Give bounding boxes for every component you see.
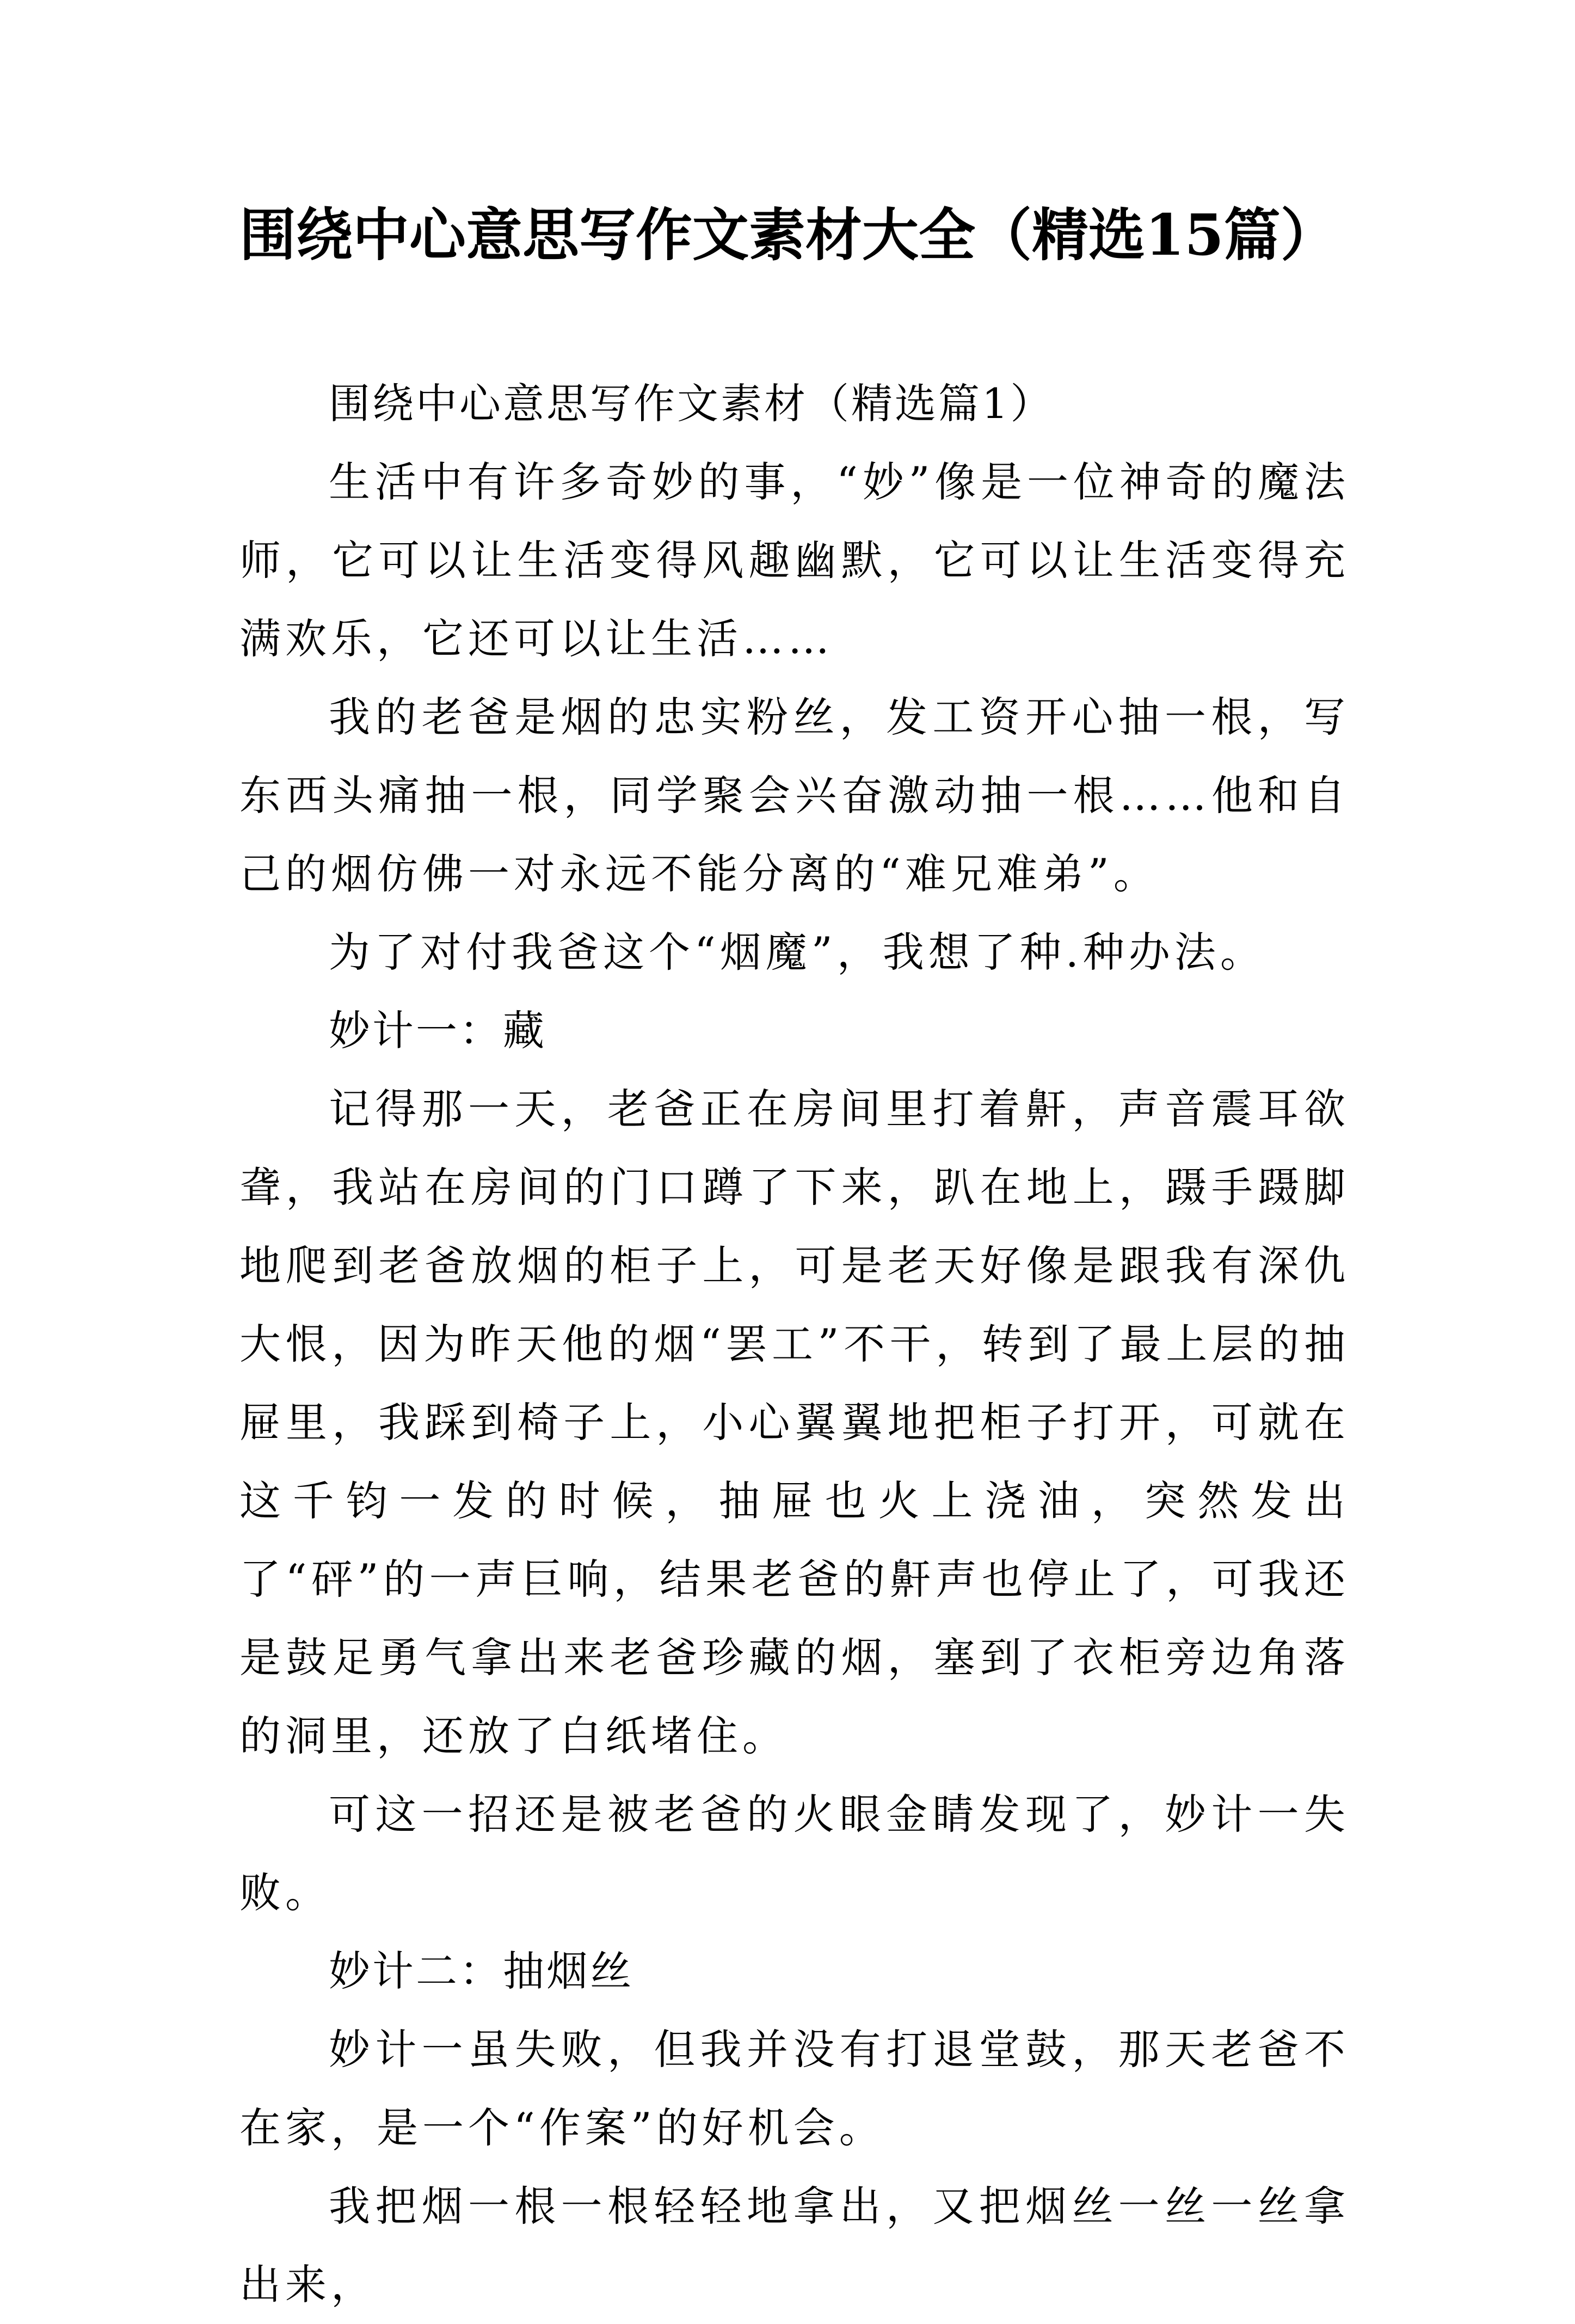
paragraph: 可这一招还是被老爸的火眼金睛发现了，妙计一失败。 xyxy=(239,1790,1350,1917)
subheading: 妙计一：藏 xyxy=(329,1006,546,1055)
subheading: 妙计二：抽烟丝 xyxy=(329,1947,633,1995)
paragraph: 记得那一天，老爸正在房间里打着鼾，声音震耳欲聋，我站在房间的门口蹲了下来，趴在地上，蹑手蹑脚地爬到老爸放烟的柜子上，可是老天好像是跟我有深仇大恨，因为昨天他的烟“罢工”不干，转到了最上层的抽屉里，我踩到椅子上，小心翼翼地把柜子打开，可就在这千钧一发的时候，抽屉也火上浇油，突然发出了“砰”的一声巨响，结果老爸的鼾声也停止了，可我还是鼓足勇气拿出来老爸珍藏的烟，塞到了衣柜旁边角落的洞里，还放了白纸堵住。 xyxy=(239,1085,1350,1760)
paragraph: 我把烟一根一根轻轻地拿出，又把烟丝一丝一丝拿出来， xyxy=(239,2182,1350,2309)
section-heading: 围绕中心意思写作文素材（精选篇1） xyxy=(329,379,1054,428)
paragraph: 为了对付我爸这个“烟魔”，我想了种.种办法。 xyxy=(329,928,1266,976)
document-title: 围绕中心意思写作文素材大全（精选15篇） xyxy=(239,201,1337,268)
paragraph: 我的老爸是烟的忠实粉丝，发工资开心抽一根，写东西头痛抽一根，同学聚会兴奋激动抽一根……他和自己的烟仿佛一对永远不能分离的“难兄难弟”。 xyxy=(239,693,1350,898)
paragraph: 妙计一虽失败，但我并没有打退堂鼓，那天老爸不在家，是一个“作案”的好机会。 xyxy=(239,2025,1350,2152)
document-body xyxy=(239,365,1350,2324)
paragraph: 生活中有许多奇妙的事，“妙”像是一位神奇的魔法师，它可以让生活变得风趣幽默，它可以让生活变得充满欢乐，它还可以让生活…… xyxy=(239,458,1350,663)
